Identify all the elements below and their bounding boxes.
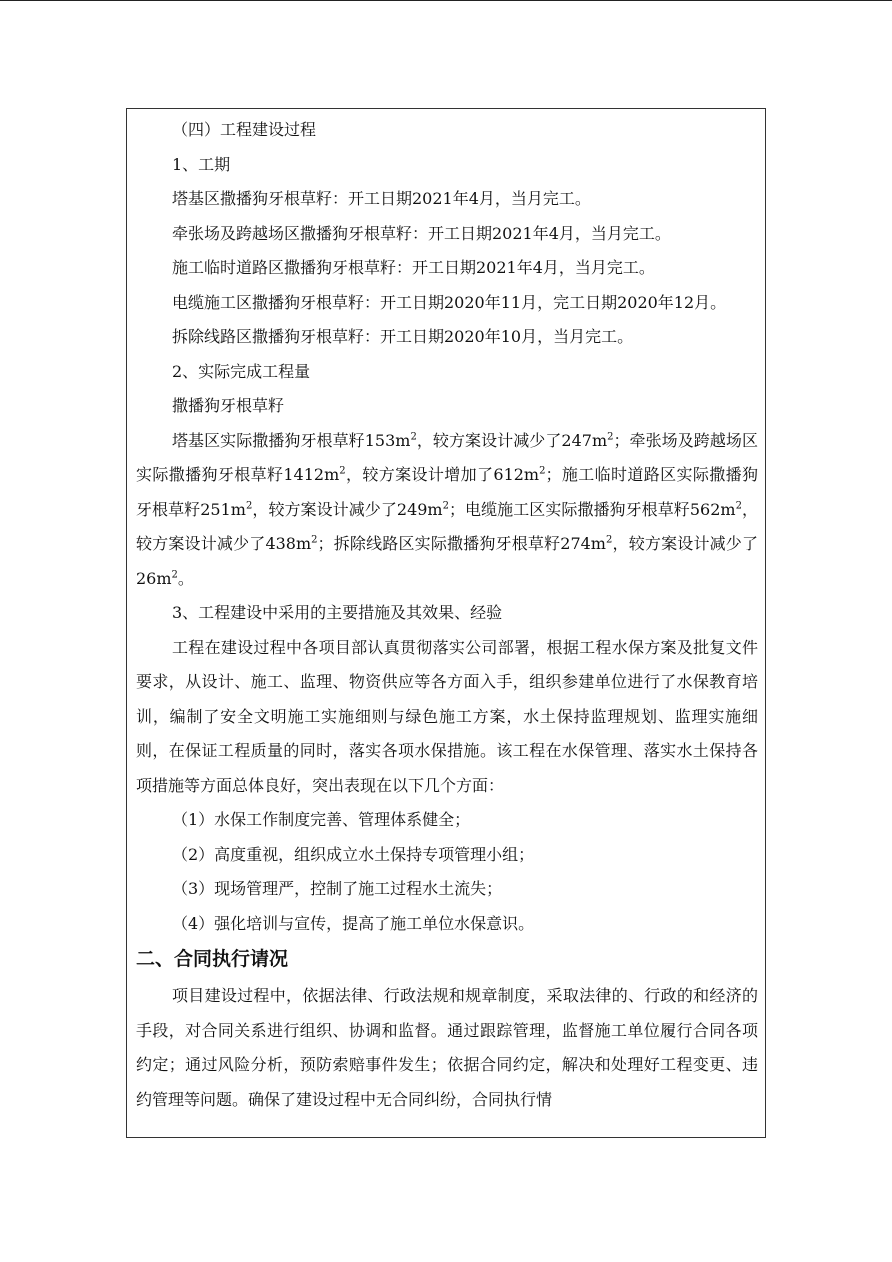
qty-text-6: ，较方案设计减少了249m [252,499,443,519]
period-item-tower: 塔基区撒播狗牙根草籽：开工日期2021年4月，当月完工。 [172,189,591,208]
period-item-temp-road: 施工临时道路区撒播狗牙根草籽：开工日期2021年4月，当月完工。 [172,258,655,277]
qty-sup-4: 2 [539,465,546,477]
measures-paragraph: 工程在建设过程中各项目部认真贯彻落实公司部署，根据工程水保方案及批复文件要求，从设计、施工、监理、物资供应等各方面入手，组织参建单位进行了水保教育培训，编制了安全文明施工实施细则与绿色施工方案，水土保持监理规划、监理实施细则，在保证工程质量的同时，落实各项水保措施。该工程在水保管理、落实水土保持各项措施等方面总体良好，突出表现在以下几个方面： [136,637,758,795]
document-content [136,113,758,1117]
quantity-subheading: 撒播狗牙根草籽 [172,396,285,415]
measures-item-4: （4）强化培训与宣传，提高了施工单位水保意识。 [172,913,535,933]
qty-sup-10: 2 [171,569,178,581]
qty-text-1: 塔基区实际撒播狗牙根草籽153m [172,430,411,450]
quantity-heading: 2、实际完成工程量 [172,361,311,381]
qty-text-9: ；拆除线路区实际撒播狗牙根草籽274m [317,534,606,553]
period-heading: 1、工期 [172,154,231,174]
period-item-cable: 电缆施工区撒播狗牙根草籽：开工日期2020年11月，完工日期2020年12月。 [172,292,727,312]
contract-section-title: 二、合同执行请况 [136,948,289,970]
measures-item-2: （2）高度重视，组织成立水土保持专项管理小组； [172,844,535,864]
qty-text-5: ；施工临时道路区实际撒播狗牙根草籽251m [136,465,758,519]
qty-text-7: ；电缆施工区实际撒播狗牙根草籽562m [448,499,736,519]
measures-heading: 3、工程建设中采用的主要措施及其效果、经验 [172,603,503,622]
qty-text-4: ，较方案设计增加了612m [345,465,540,484]
measures-item-3: （3）现场管理严，控制了施工过程水土流失； [172,879,503,898]
qty-sup-8: 2 [311,534,318,546]
contract-paragraph: 项目建设过程中，依据法律、行政法规和规章制度，采取法律的、行政的和经济的手段，对合同关系进行组织、协调和监督。通过跟踪管理，监督施工单位履行合同各项约定；通过风险分析，预防索赔事件发生；依据合同约定，解决和处理好工程变更、违约管理等问题。确保了建设过程中无合同纠纷，合同执行情 [136,986,758,1109]
period-item-tension-site: 牵张场及跨越场区撒播狗牙根草籽：开工日期2021年4月，当月完工。 [172,223,671,243]
quantity-paragraph [136,424,758,597]
qty-sup-6: 2 [442,500,449,512]
qty-text-8: ，较方案设计减少了438m [136,499,758,553]
qty-sup-3: 2 [339,465,346,477]
qty-sup-9: 2 [605,534,613,546]
period-item-demolition: 拆除线路区撒播狗牙根草籽：开工日期2020年10月，当月完工。 [172,327,634,346]
qty-text-11: 。 [177,568,194,588]
measures-item-1: （1）水保工作制度完善、管理体系健全； [172,810,471,829]
qty-text-10: ，较方案设计减少了26m [136,534,758,588]
qty-sup-7: 2 [735,500,742,512]
qty-sup-1: 2 [410,431,417,443]
document-table-frame [126,108,766,1138]
page-top-rule [0,0,892,1]
qty-text-3: ；牵张场及跨越场区实际撒播狗牙根草籽1412m [136,430,758,484]
qty-sup-2: 2 [607,431,614,443]
qty-sup-5: 2 [245,500,253,512]
qty-text-2: ，较方案设计减少了247m [416,430,608,450]
construction-process-heading: （四）工程建设过程 [172,120,317,139]
